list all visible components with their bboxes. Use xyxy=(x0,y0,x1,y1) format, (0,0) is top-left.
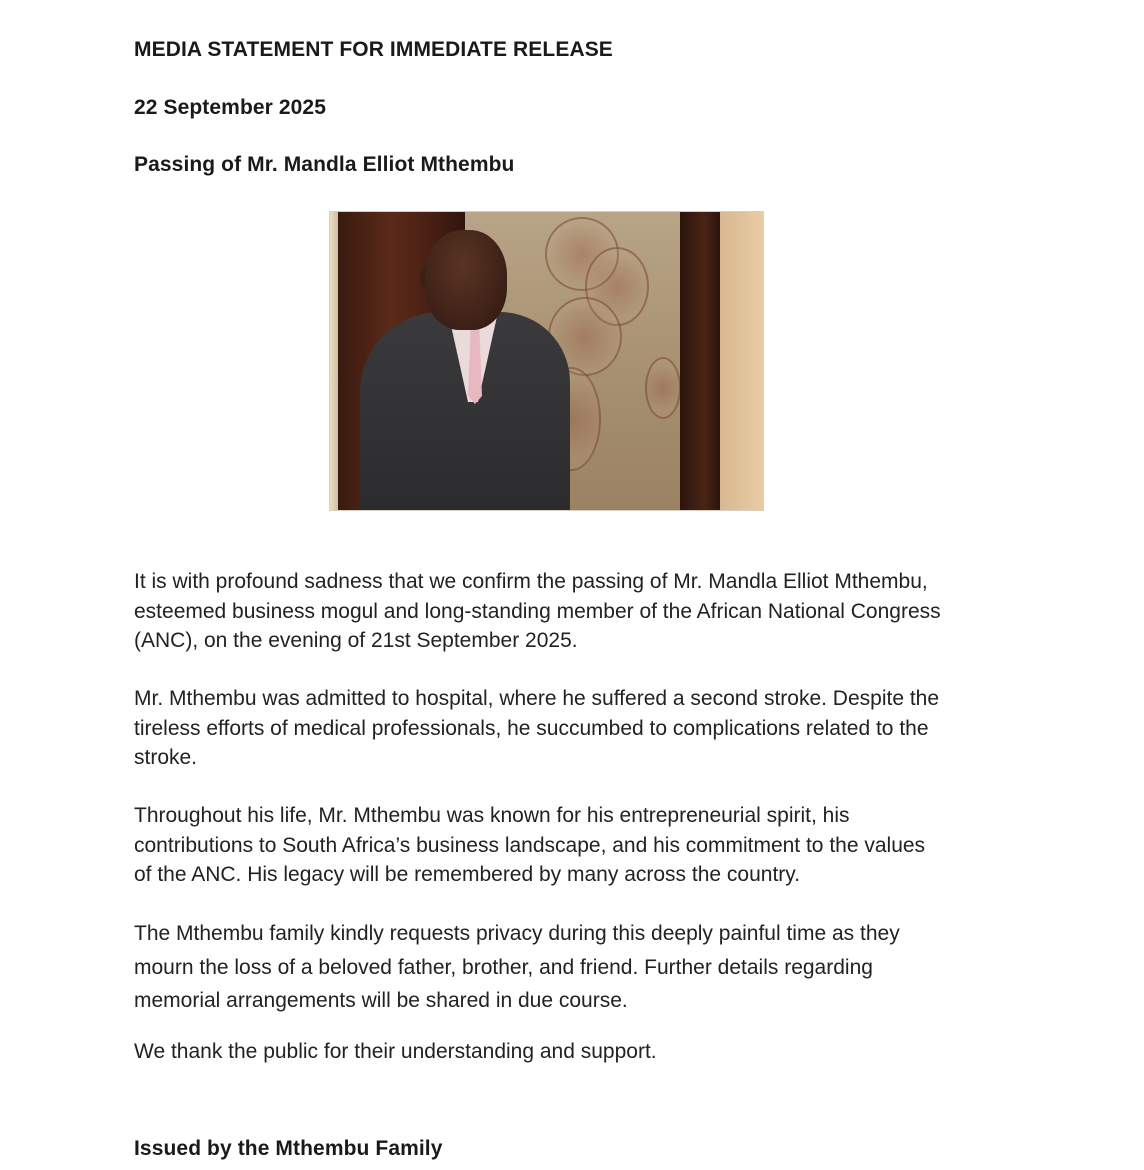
statement-title: MEDIA STATEMENT FOR IMMEDIATE RELEASE xyxy=(134,38,613,61)
text-line: contributions to South Africa’s business landscape, and his commitment to the values xyxy=(134,833,926,857)
statement-date: 22 September 2025 xyxy=(134,96,326,119)
text-line: We thank the public for their understanding and support. xyxy=(134,1040,657,1063)
statement-subject: Passing of Mr. Mandla Elliot Mthembu xyxy=(134,153,515,176)
signoff: Issued by the Mthembu Family xyxy=(134,1137,443,1160)
text-line: tireless efforts of medical professionals, he succumbed to complications related to the xyxy=(134,716,929,740)
portrait-photo xyxy=(329,211,764,511)
paragraph-privacy-request xyxy=(134,917,1054,1018)
text-line: stroke. xyxy=(134,746,198,769)
text-line: of the ANC. His legacy will be remembered by many across the country. xyxy=(134,863,801,886)
photo-person-head xyxy=(425,230,507,330)
paragraph-announcement xyxy=(134,567,1054,656)
photo-artwork-wheel xyxy=(645,357,681,419)
text-line: It is with profound sadness that we confirm the passing of Mr. Mandla Elliot Mthembu, xyxy=(134,570,928,593)
text-line: The Mthembu family kindly requests privacy during this deeply painful time as they xyxy=(134,922,900,945)
photo-background-wall xyxy=(720,212,763,510)
text-line: Mr. Mthembu was admitted to hospital, where he suffered a second stroke. Despite the xyxy=(134,687,940,710)
text-line: mourn the loss of a beloved father, brother, and friend. Further details regarding xyxy=(134,955,873,979)
text-line: Throughout his life, Mr. Mthembu was known for his entrepreneurial spirit, his xyxy=(134,804,850,827)
text-line: memorial arrangements will be shared in due course. xyxy=(134,989,628,1012)
paragraph-circumstances xyxy=(134,684,1054,773)
text-line: (ANC), on the evening of 21st September 2025. xyxy=(134,629,578,652)
text-line: esteemed business mogul and long-standing member of the African National Congress xyxy=(134,599,941,623)
photo-background-wood-panel-right xyxy=(680,212,720,510)
paragraph-thanks xyxy=(134,1037,1054,1067)
paragraph-legacy xyxy=(134,801,1054,890)
